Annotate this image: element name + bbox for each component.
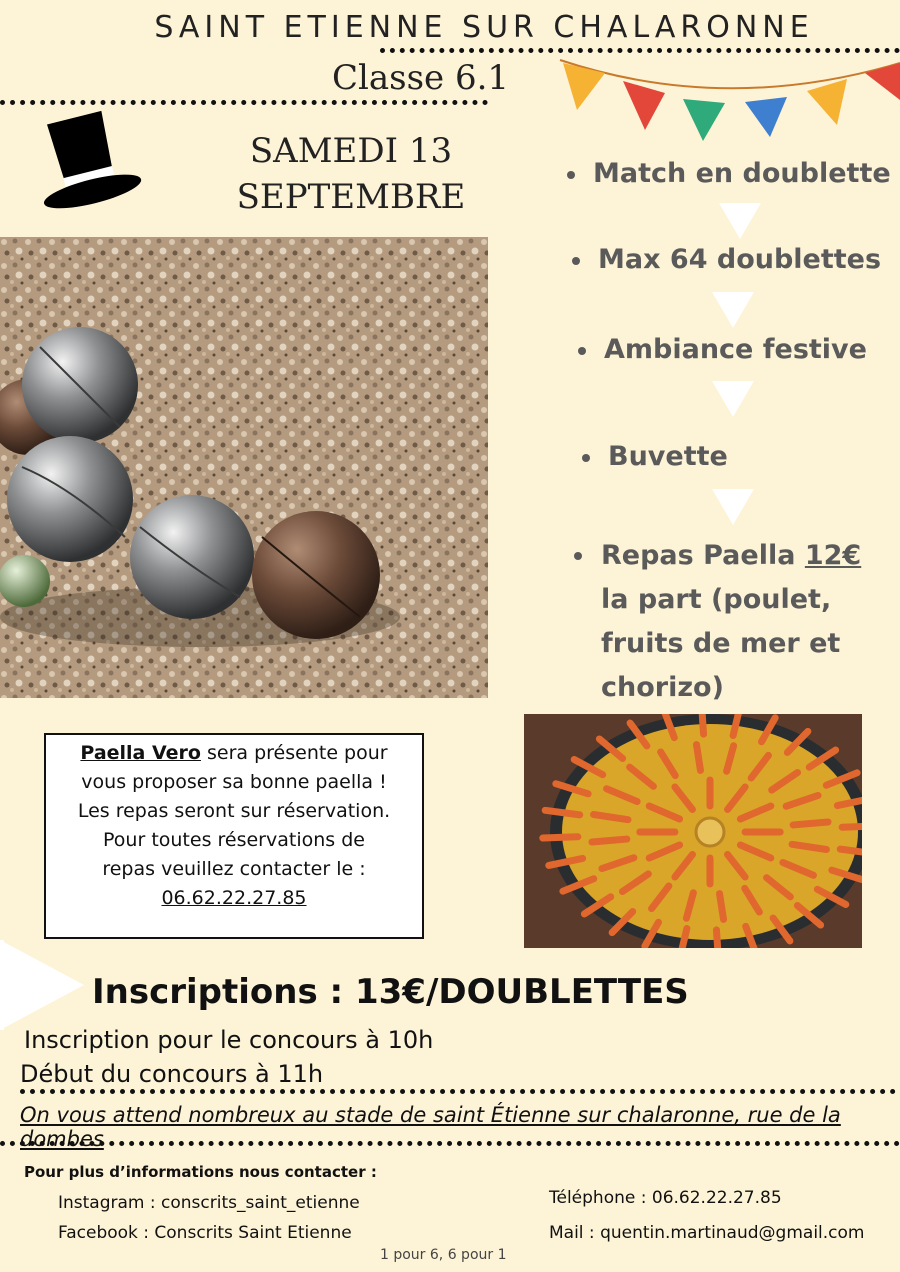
bullet-icon xyxy=(572,257,580,265)
paella-info-box xyxy=(44,733,424,939)
bunting-flag xyxy=(745,97,787,137)
divider-venue-bottom xyxy=(0,1141,900,1146)
feature-label: Ambiance festive xyxy=(604,334,867,365)
bunting-decoration xyxy=(555,55,900,145)
repas-prefix: Repas Paella xyxy=(601,540,805,571)
bunting-flag xyxy=(623,81,665,130)
classe-label: Classe 6.1 xyxy=(332,58,510,98)
arrow-right-icon xyxy=(0,940,84,1030)
shrimp xyxy=(545,810,580,815)
shrimp xyxy=(543,837,578,838)
tagline: 1 pour 6, 6 pour 1 xyxy=(380,1247,507,1263)
town-title: SAINT ETIENNE SUR CHALARONNE xyxy=(154,10,814,45)
email-contact[interactable]: Mail : quentin.martinaud@gmail.com xyxy=(549,1223,865,1243)
shrimp xyxy=(720,894,724,920)
shrimp xyxy=(702,714,704,734)
venue-line: On vous attend nombreux au stade de saint Étienne sur chalaronne, rue de la dombes xyxy=(20,1103,841,1151)
down-arrow-icon xyxy=(719,203,761,239)
paella-vendor-name: Paella Vero xyxy=(80,742,201,764)
feature-ambiance xyxy=(578,334,867,365)
instagram-contact[interactable]: Instagram : conscrits_saint_etienne xyxy=(58,1193,360,1213)
feature-label: Max 64 doublettes xyxy=(598,244,882,275)
paella-box-text: sera présente pour vous proposer sa bonne paella ! Les repas seront sur réservation. xyxy=(77,742,391,822)
bunting-flag xyxy=(563,63,605,110)
shrimp xyxy=(592,839,627,842)
bunting-flag xyxy=(865,63,900,100)
divider-top-right xyxy=(380,48,900,53)
bullet-icon xyxy=(574,552,582,560)
divider-top-left xyxy=(0,100,488,105)
facebook-contact[interactable]: Facebook : Conscrits Saint Etienne xyxy=(58,1223,352,1243)
telephone-contact[interactable]: Téléphone : 06.62.22.27.85 xyxy=(549,1188,782,1208)
bullet-icon xyxy=(567,171,575,179)
shrimp xyxy=(716,930,718,948)
repas-price: 12€ xyxy=(804,540,862,571)
down-arrow-icon xyxy=(712,381,754,417)
feature-match xyxy=(567,158,891,189)
contest-start-time: Début du concours à 11h xyxy=(20,1060,324,1088)
feature-repas xyxy=(574,534,874,710)
feature-buvette xyxy=(582,441,728,472)
down-arrow-icon xyxy=(712,489,754,525)
bullet-icon xyxy=(578,347,586,355)
shrimp xyxy=(793,822,828,825)
inscription-time: Inscription pour le concours à 10h xyxy=(24,1026,434,1054)
shrimp xyxy=(842,826,862,827)
feature-max xyxy=(572,244,881,275)
contact-heading: Pour plus d’informations nous contacter : xyxy=(24,1163,377,1181)
shrimp xyxy=(840,849,862,854)
event-date-day: SAMEDI 13 xyxy=(249,131,453,171)
feature-label: Match en doublette xyxy=(593,158,891,189)
bullet-icon xyxy=(582,454,590,462)
petanque-boules-photo xyxy=(0,237,488,698)
feature-label: Buvette xyxy=(608,441,728,472)
paella-photo xyxy=(524,714,862,948)
divider-venue-top xyxy=(20,1089,896,1094)
paella-box-phone[interactable]: 06.62.22.27.85 xyxy=(161,887,307,909)
down-arrow-icon xyxy=(712,292,754,328)
shrimp xyxy=(696,745,700,771)
repas-suffix: la part (poulet, fruits de mer et chorizo) xyxy=(601,584,841,703)
paella-box-contact-text: Pour toutes réservations de repas veuillez contacter le : xyxy=(102,829,366,880)
top-hat-icon xyxy=(30,108,145,223)
inscriptions-title: Inscriptions : 13€/DOUBLETTES xyxy=(92,972,689,1012)
event-date xyxy=(236,128,466,220)
event-date-month: SEPTEMBRE xyxy=(236,177,466,217)
bunting-flag xyxy=(807,79,847,125)
bunting-flag xyxy=(683,99,725,141)
